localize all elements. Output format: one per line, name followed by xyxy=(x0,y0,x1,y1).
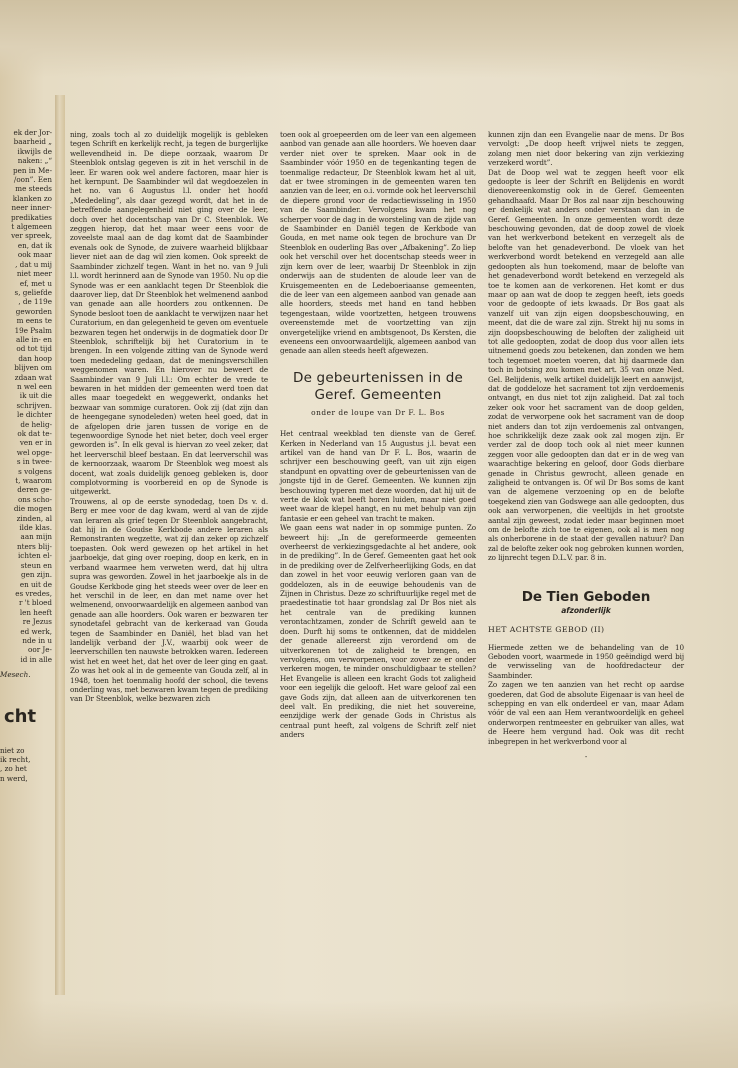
fragment-line: ikwijls de xyxy=(17,146,52,156)
col2-paragraph-1: toen ook al groepeerden om de leer van een algemeen aanbod van genade aan alle hoorders. We hoeven daar verder niet over te spreken. Maar ook in de Saambinder vóór 1950 en de tegenkanting tegen de toenmalige redacteur, Dr Steenblok kwam het al uit, dat er twee stromingen in de gemeenten waren ten aanzien van de leer, en o.i. vormde ook het leerverschil de diepere grond voor de redactiewisseling in 1950 van de Saambinder. Vervolgens kwam het nog scherper voor de dag in de worsteling van de zijde van de Saambinder en Daniël tegen de Kerkbode van Gouda, en met name ook tegen de brochure van Dr Steenblok en ouderling Bas over „Afbakening”. Zo liep ook het verschil over het docentschap steeds weer in zijn kern over de leer, waarbij Dr Steenblok in zijn onderwijs aan de studenten de aloude leer van de Kruisgemeenten en de Ledeboeriaanse gemeenten, die de leer van een algemeen aanbod van genade aan alle hoorders, steeds met hand en tand hebben tegengestaan, wilde voortzetten, hetgeen trouwens overeenstemde met de voortzetting van zijn onvergetelijke vriend en ambtsgenoot, Ds Kersten, die eveneens een onvoorwaardelijk, algemeen aanbod van genade aan allen steeds heeft afgewezen. xyxy=(280,130,476,356)
fragment-line: baarheid „ xyxy=(13,137,52,147)
fragment-line: 19e Psalm xyxy=(14,325,52,335)
fragment-line: ok dat te- xyxy=(17,429,52,438)
fragment-line: le dichter xyxy=(17,410,52,420)
col2-paragraph-2: Het centraal weekblad ten dienste van de Geref. Kerken in Nederland van 15 Augustus j.l. bevat een artikel van de hand van Dr F. L. Bos, waarin de schrijver een beschouwing geeft, van uit zijn eigen standpunt en opvatting over de gebeurtenissen van de jongste tijd in de Geref. Gemeenten. We kunnen zijn beschouwing typeren met deze woorden, dat hij uit de verte de klok wat heeft horen luiden, maar niet goed weet waar de klepel hangt, en nu met behulp van zijn fantasie er een geheel van tracht te maken. xyxy=(280,429,476,523)
fragment-line: len heeft xyxy=(19,607,52,617)
fragment-line: s in twee- xyxy=(16,457,52,467)
fragment-line: ichten el- xyxy=(18,551,52,561)
fragment-line: id in alle xyxy=(20,654,52,664)
fragment-line: deren ge- xyxy=(17,485,52,495)
col3-paragraph-3: Hiermede zetten we de behandeling van de 10 Geboden voort, waarmede in 1950 geëindigd werd bij de verwisseling van de hoofdredacteur der Saambinder. xyxy=(488,642,684,680)
fragment-line: m eens te xyxy=(16,316,52,326)
fragment-line: en uit de xyxy=(19,579,52,589)
fragment-line: oor Je- xyxy=(28,645,52,655)
fragment-line: ons scho- xyxy=(17,494,52,504)
fragment-line: blijven om xyxy=(14,363,52,373)
article-subheading: afzonderlijk xyxy=(561,605,611,615)
fragment-line: s, geliefde xyxy=(14,287,52,297)
fragment-signature: Mesech. xyxy=(0,670,31,680)
fragment-line: neer inner- xyxy=(11,203,52,213)
fragment-line: t, waarom xyxy=(15,476,52,486)
col1-paragraph-1: ning, zoals toch al zo duidelijk mogelijk is gebleken tegen Schrift en kerkelijk recht, ja tegen de burgerlijke wellevendheid in. De diepe oorzaak, waarom Dr Steenblok ontslag gegeven is zit in het verschil in de leer. Er waren ook wel andere factoren, maar hier is het kernpunt. De Saambinder wil dat wegdoezelen in het no. van 6 Augustus l.l. onder het hoofd „Mededeling”, als daar gezegd wordt, dat het in de betreffende aangelegenheid niet ging over de leer, doch over het docentschap van Dr C. Steenblok. We zeggen hierop, dat het maar weer eens voor de zoveelste maal aan de dag komt dat de Saambinder evenals ook de Synode, de zuivere waarheid blijkbaar liever niet aan de dag wil zien komen. Ook spreekt de Saambinder zichzelf tegen. Want in het no. van 9 Juli l.l. wordt herinnerd aan de Synode van 1950. Nu op die Synode was er een aanklacht tegen Dr Steenblok die daarover liep, dat Dr Steenblok het welmenend aanbod van genade aan alle hoorders zou ontkennen. De Synode besloot toen de aanklacht te verwijzen naar het Curatorium, en dan gelegenheid te geven om eventuele bezwaren tegen het onderwijs in de dogmatiek door Dr Steenblok, schriftelijk bij het Curatorium in te brengen. In een volgende zitting van de Synode werd toen mededeling gedaan, dat de meningsverschillen weggenomen waren. En hierover nu beweert de Saambinder van 9 Juli l.l.: Om echter de vrede te bewaren in het midden der gemeenten werd toen dat alles maar toegedekt en weggewerkt, ondanks het bezwaar van sommige curatoren. Ook zij (dat zijn dan de heengegane synodeleden) weten heel goed, dat in de afgelopen drie jaren tussen de vorige en de tegenwoordige Synode het niet beter, doch veel erger geworden is”. In elk geval is hiervan zo veel zeker, dat het leerverschil bleef bestaan. En dat leerverschil was de kernoorzaak, waarom Dr Steenblok weg moest als docent, wat zoals duidelijk genoeg gebleken is, door complotvorming is voorbereid en op de Synode is uitgewerkt. xyxy=(70,130,268,497)
fragment-line: dan hoop xyxy=(18,353,52,363)
fragment-line: pen in Me- xyxy=(12,165,52,175)
fragment-line: , de 119e xyxy=(18,297,52,307)
fragment-line: s volgens xyxy=(18,466,52,476)
fragment-line: gen zijn. xyxy=(21,570,52,580)
fragment-line: re Jezus xyxy=(22,617,52,627)
fragment-line: zdaan wat xyxy=(14,372,52,382)
section-heading: HET ACHTSTE GEBOD (II) xyxy=(488,625,605,635)
column-3 xyxy=(488,130,684,761)
fragment-line: schrijven. xyxy=(16,400,52,410)
fragment-line: geworden xyxy=(15,306,52,316)
fragment-line: niet meer xyxy=(16,269,52,279)
fragment-line: en, dat ik xyxy=(17,240,52,250)
end-mark: - xyxy=(584,751,588,761)
fragment-line: nde in u xyxy=(22,635,52,645)
fragment-line: die mogen xyxy=(13,504,52,514)
fragment-line: de helig- xyxy=(20,419,52,429)
fragment-bottom-line: niet zo xyxy=(0,745,25,755)
fragment-line: ik uit die xyxy=(19,391,52,401)
fragment-line: ek der Jor- xyxy=(13,128,52,137)
article-heading-tien-geboden: De Tien Geboden xyxy=(521,588,651,605)
col3-paragraph-1: kunnen zijn dan een Evangelie naar de mens. Dr Bos vervolgt: „De doop heeft vrijwel niets te zeggen, zolang men niet door bekering van zijn verkiezing verzekerd wordt”. xyxy=(488,130,684,168)
fragment-line: predikaties xyxy=(11,212,52,222)
page-fold xyxy=(55,95,65,995)
fragment-line: naken: „“ xyxy=(17,156,52,166)
fragment-line: es vredes, xyxy=(15,588,52,598)
fragment-line: alle in- en xyxy=(16,334,52,344)
fragment-line: zinden, al xyxy=(16,513,52,523)
fragment-line: ilde klas. xyxy=(19,523,52,533)
fragment-line: ef, met u xyxy=(19,278,52,288)
fragment-line: n wel een xyxy=(16,381,52,391)
top-shadow xyxy=(0,0,738,78)
fragment-bottom-line: n werd, xyxy=(0,773,28,783)
col3-paragraph-2: Dat de Doop wel wat te zeggen heeft voor elk gedoopte is leer der Schrift en Belijdenis en wordt dienovereenkomstig ook in de Geref. Gemeenten gehandhaafd. Maar Dr Bos zal naar zijn beschouwing er denkelijk wat anders onder verstaan dan in de Geref. Gemeenten. In onze gemeenten wordt deze beschouwing gevonden, dat de doop zowel de vloek van het werkverbond betekent en verzegelt als de belofte van het genadeverbond. De vloek van het werkverbond wordt betekend en verzegeld aan alle gedoopten als hun toekomend, maar de belofte van het genadeverbond wordt betekend en verzegeld als toe te komen aan de verkorenen. Het komt er dus maar op aan wat de doop te zeggen heeft, iets goeds voor de gedoopte of iets kwaads. Dr Bos gaat als vanzelf uit van zijn eigen doopsbeschouwing, en meent, dat die de ware zal zijn. Strekt hij nu soms in zijn doopsbeschouwing de beloften der zaligheid uit tot alle gedoopten, zodat de doop dus voor allen iets uitnemend goeds zou betekenen, dan zonden we hem toch tegemoet moeten voeren, dat hij daarmede dan toch in botsing zou komen met art. 35 van onze Ned. Gel. Belijdenis, welk artikel duidelijk leert en aanwijst, dat de goddeloze het sacrament tot zijn verdoemenis ontvangt, en dus niet tot zijn zaligheid. Dat zal toch zeker ook voor het sacrament van de doop gelden, zodat de verworpene ook het sacrament van de doop niet anders dan tot zijn verdoemenis zal ontvangen, hoe schrikkelijk deze zaak ook zal mogen zijn. Er verder zal de doop toch ook al niet meer kunnen zeggen voor alle gedoopten dan dat er in de weg van waarachtige bekering en geloof, door Gods dierbare genade in Christus gewrocht, alleen genade en zaligheid te ontvangen is. Of wil Dr Bos soms de kant van de algemene verzoening op en de belofte toegekend zien van Godswege aan alle gedoopten, dus ook aan verworpenen, die veeltijds in het grootste aantal zijn geweest, zodat ieder maar beginnen moet om de belofte zich toe te eigenen, ook al is men nog als onherborene in de staat der gevallen natuur? Dan zal de belofte zeker ook nog gebroken kunnen worden, zo lijnrecht tegen D.L.V. par. 8 in. xyxy=(488,167,684,563)
article-heading-gebeurtenissen: De gebeurtenissen in de Geref. Gemeenten xyxy=(292,369,464,403)
fragment-bottom-line: ik recht, xyxy=(0,754,31,764)
fragment-line: ven er in xyxy=(19,438,52,448)
fragment-line: aan mijn xyxy=(20,532,52,542)
fragment-line: , dat u mij xyxy=(15,259,52,269)
fragment-line: ook maar xyxy=(17,250,52,260)
fragment-line: t algemeen xyxy=(11,222,52,232)
col2-paragraph-3: We gaan eens wat nader in op sommige punten. Zo beweert hij: „In de gereformeerde gemeenten overheerst de verkiezingsgedachte al het andere, ook in de prediking”. In de Geref. Gemeenten gaat het ook in de prediking over de Zelfverheerlijking Gods, en dat dan zowel in het voor eeuwig verloren gaan van de goddelozen, als in de eeuwige behoudenis van de Zijnen in Christus. Deze zo schriftuurlijke regel met de praedestinatie tot haar grondslag zal Dr Bos niet als het centrale van de prediking kunnen verontachtzamen, zonder de Schrift geweld aan te doen. Durft hij soms te ontkennen, dat de middelen der genade allereerst zijn verordend om de uitverkorenen tot de zaligheid te brengen, en vervolgens, om verworpenen, voor zover ze er onder verkeren mogen, te minder onschuldigbaar te stellen? Het Evangelie is alleen een kracht Gods tot zaligheid voor een iegelijk die gelooft. Het ware geloof zal een gave Gods zijn, dat alleen aan de uitverkorenen ten deel valt. En prediking, die niet het souvereine, eenzijdige werk der genade Gods in Christus als centraal punt heeft, zal volgens de Schrift zelf niet anders xyxy=(280,523,476,740)
fragment-line: r 't bloed xyxy=(19,598,52,608)
fragment-line: /oon”. Een xyxy=(13,175,52,185)
col1-paragraph-2: Trouwens, al op de eerste synodedag, toen Ds v. d. Berg er mee voor de dag kwam, werd al van de zijde van leraren als grief tegen Dr Steenblok aangebracht, dat hij in de Goudse Kerkbode andere leraren als Remonstranten wegzette, wat zij dan zeker op zichzelf toepasten. Ook werd gewezen op het artikel in het jaarboekje, dat ging over roeping, doop en kerk, en in verband waarmee hem verweten werd, dat hij ultra supra was geworden. Zowel in het jaarboekje als in de Goudse Kerkbode ging het steeds weer over de leer en het verschil in de leer, en dan met name over het welmenend, onvoorwaardelijk en algemeen aanbod van genade aan alle hoorders. Ook waren er bezwaren ter synodetafel gebracht van de kerkeraad van Gouda tegen de Saambinder en Daniël, het blad van het landelijk verband der J.V., waarbij ook weer de leerverschillen ten nauwste betrokken waren. Iedereen wist het en weet het, dat het over de leer ging en gaat. Zo was het ook al in de gemeente van Gouda zelf, al in 1948, toen het toenmalig hoofd der school, die tevens onderling was, met bezwaren kwam tegen de prediking van Dr Steenblok, welke bezwaren zich xyxy=(70,496,268,704)
fragment-line: ed werk, xyxy=(20,626,52,636)
col3-paragraph-4: Zo zagen we ten aanzien van het recht op aardse goederen, dat God de absolute Eigenaar is van heel de schepping en van elk onderdeel er van, maar Adam vóór de val een aan Hem verantwoordelijk en geheel onderworpen rentmeester en gebruiker van alles, wat de Heere hem vergund had. Ook was dit recht inbegrepen in het werkverbond voor al xyxy=(488,680,684,746)
fragment-bottom-line: , zo het xyxy=(0,764,27,774)
fragment-line: nters blij- xyxy=(16,541,52,551)
fragment-line: od tot tijd xyxy=(16,344,52,354)
column-2 xyxy=(280,130,476,740)
fragment-line: steun en xyxy=(20,560,52,570)
fragment-line: wel opge- xyxy=(16,447,52,457)
left-page-fragment xyxy=(0,128,52,783)
article-byline: onder de loupe van Dr F. L. Bos xyxy=(311,407,445,417)
fragment-line: ver spreek, xyxy=(11,231,52,241)
fragment-line: me steeds xyxy=(15,184,52,194)
fragment-headline: cht xyxy=(4,705,37,727)
fragment-line: klanken zo xyxy=(12,193,52,203)
bottom-shade xyxy=(0,1000,738,1068)
column-1 xyxy=(70,130,268,704)
